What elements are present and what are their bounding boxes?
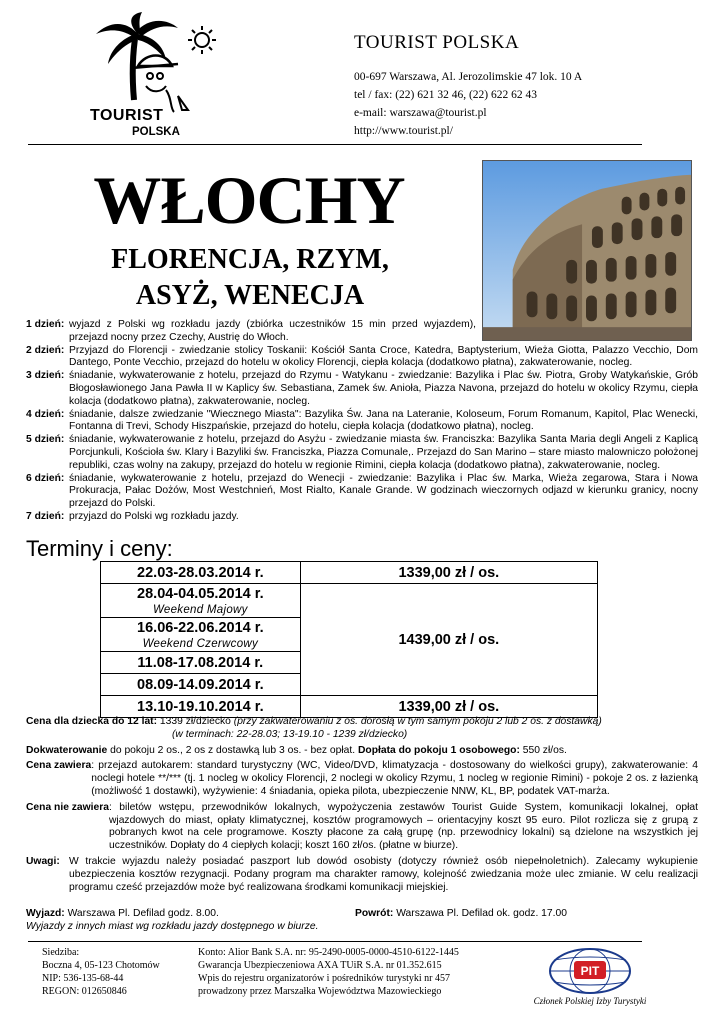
itinerary-day — [26, 370, 698, 408]
price-cell: 1439,00 zł / os. — [300, 584, 597, 696]
child-price: Cena dla dziecka do 12 lat: 1339 zł/dziecko (przy zakwaterowaniu z os. dorosłą w tym samym pokoju 2 lub 2 os. z dostawką) (w terminach: 22-28.03; 13-19.10 - 1239 zł/dziecko) — [26, 716, 602, 740]
day-label: 5 dzień: — [26, 434, 65, 446]
brand-title: TOURIST POLSKA — [354, 32, 520, 53]
day-text: śniadanie, dalsze zwiedzanie "Wiecznego Miasta": Bazylika Św. Jana na Lateranie, Koloseum, Forum Romanum, Kapitol, Plac Wenecki, Fontanna di Trevi, Schody Hiszpańskie, przejazd do hotelu, ciepła kolacja (dodatkowo płatna), nocleg. — [69, 408, 698, 433]
itinerary-day — [26, 473, 698, 511]
footer-divider — [28, 941, 642, 942]
pit-caption: Członek Polskiej Izby Turystyki — [533, 996, 647, 1006]
page-subtitle — [70, 242, 430, 314]
subtitle-line-1: FLORENCJA, RZYM, — [111, 244, 389, 275]
date-cell: 13.10-19.10.2014 r. — [101, 696, 301, 718]
day-text: wyjazd z Polski wg rozkładu jazdy (zbiórka uczestników 15 min przed wyjazdem), przejazd nocny przez Czechy, Austrię do Włoch. — [69, 319, 476, 343]
itinerary-day — [26, 434, 698, 472]
pit-logo-text: PIT — [580, 964, 600, 978]
terms-heading: Terminy i ceny: — [26, 536, 173, 561]
date-cell: 16.06-22.06.2014 r. Weekend Czerwcowy — [101, 618, 301, 652]
tourist-polska-logo — [86, 12, 226, 140]
trip-details — [26, 716, 698, 897]
traveller-figure-icon — [132, 56, 188, 113]
table-row — [101, 584, 598, 618]
day-label: 3 dzień: — [26, 370, 65, 382]
day-label: 4 dzień: — [26, 408, 65, 420]
pit-logo — [540, 946, 640, 996]
day-label: 1 dzień: — [26, 319, 65, 330]
itinerary — [26, 319, 698, 524]
date-cell: 08.09-14.09.2014 r. — [101, 674, 301, 696]
address: 00-697 Warszawa, Al. Jerozolimskie 47 lok. 10 A — [354, 71, 583, 83]
departure-back: Powrót: Warszawa Pl. Defilad ok. godz. 17.00 — [355, 908, 567, 919]
itinerary-day — [26, 409, 698, 435]
phone: tel / fax: (22) 621 32 46, (22) 622 62 43 — [354, 89, 538, 101]
itinerary-day — [26, 319, 698, 345]
notes: Uwagi: W trakcie wyjazdu należy posiadać paszport lub dowód osobisty (dotyczy również osób niepełnoletnich). Zalecamy wykupienie ubezpieczenia kosztów rezygnacji. Podany program ma charakter ramowy, kolejność zwiedzania może ulec zmianie. W celu realizacji programu cześć przejazdów może być realizowana środkami komunikacji miejskiej. — [26, 855, 698, 893]
departure-out: Wyjazd: Warszawa Pl. Defilad godz. 8.00. — [26, 908, 219, 919]
header-divider — [28, 144, 642, 145]
departure-info — [26, 908, 698, 934]
price-cell: 1339,00 zł / os. — [300, 696, 597, 718]
itinerary-day — [26, 345, 698, 371]
day-text: śniadanie, wykwaterowanie z hotelu, przejazd do Asyżu - zwiedzanie miasta św. Franciszka: Bazylika Santa Maria degli Angeli z Kaplicą Porcjunkuli, Kościoła św. Klary i Bazyliki św. Franciszka, Piazza Comunale,. Przejazd do San Marino – stare miasto malowniczo położonej republiki, czas wolny na zakupy, przejazd do hotelu w regionie Rimini, ciepła kolacja (dodatkowo płatna), zakwaterowanie, nocleg. — [69, 434, 698, 471]
other-cities-note: Wyjazdy z innych miast wg rozkładu jazdy dostępnego w biurze. — [26, 920, 319, 932]
date-cell: 22.03-28.03.2014 r. — [101, 562, 301, 584]
table-row — [101, 562, 598, 584]
price-cell: 1339,00 zł / os. — [300, 562, 597, 584]
itinerary-day — [26, 511, 698, 524]
day-label: 2 dzień: — [26, 344, 65, 356]
date-note: Weekend Majowy — [152, 604, 248, 616]
website-link[interactable]: http://www.tourist.pl/ — [354, 125, 453, 137]
price-table — [100, 561, 598, 718]
sun-icon — [188, 26, 216, 54]
company-registration: Siedziba: Boczna 4, 05-123 Chotomów NIP: 536-135-68-44 REGON: 012650846 — [42, 947, 160, 997]
colosseum-photo — [482, 160, 692, 341]
day-label: 7 dzień: — [26, 510, 65, 522]
day-text: śniadanie, wykwaterowanie z hotelu, przejazd do Rzymu - Watykanu - zwiedzanie: Bazylika i Plac św. Piotra, Groby Watykańskie, Grób Błogosławionego Jana Pawła II w Kaplicy św. Sebastiana, Zamek św. Anioła, Piazza Navona, przejazd do hotelu w okolicy Rzymu, ciepła kolacja (dodatkowo płatna), zakwaterowanie, nocleg. — [69, 370, 698, 407]
extra-bed-info: Dokwaterowanie do pokoju 2 os., 2 os z dostawką lub 3 os. - bez opłat. Dopłata do pokoju 1 osobowego: 550 zł/os. — [26, 744, 567, 756]
page-title: WŁOCHY — [93, 162, 405, 238]
day-label: 6 dzień: — [26, 472, 65, 484]
company-legal: Konto: Alior Bank S.A. nr: 95-2490-0005-0000-4510-6122-1445 Gwarancja Ubezpieczeniowa AXA TUiR S.A. nr 01.352.615 Wpis do rejestru organizatorów i pośredników turystyki nr 457 prowadzony przez Marszałka Województwa Mazowieckiego — [198, 947, 459, 997]
date-cell: 11.08-17.08.2014 r. — [101, 652, 301, 674]
price-includes: Cena zawiera : przejazd autokarem: standard turystyczny (WC, Video/DVD, klimatyzacja - dostosowany do wielkości grupy), zakwaterowanie: 4 noclegi hotele **/*** (tj. 1 nocleg w okolicy Florencji, 2 noclegi w okolicy Rzymu, 1 nocleg w regionie Rimini) - pokoje 2 os. z łazienką (możliwość 1 dostawki), wyżywienie: 4 śniadania, opieka pilota, ubezpieczenie NNW, KL, BP, podatek VAT-marża. — [26, 760, 698, 797]
contact-info — [354, 68, 582, 140]
day-text: Przyjazd do Florencji - zwiedzanie stolicy Toskanii: Kościół Santa Croce, Katedra, Baptysterium, Wieża Giotta, Palazzo Vecchio, Dom Dantego, Ponte Vecchio, przejazd do hotelu w okolicy Florencji, ciepła kolacja (dodatkowo płatna), zakwaterowanie, nocleg. — [69, 344, 698, 369]
day-text: śniadanie, wykwaterowanie z hotelu, przejazd do Wenecji - zwiedzanie: Bazylika i Plac św. Marka, Wieża zegarowa, Stara i Nowa Prokuracja, Pałac Dożów, Most Westchnień, Most Rialto, Kanale Grande. W godzinach wieczornych odjazd w kierunku granicy, nocny przejazd do Polski. — [69, 472, 698, 510]
table-row — [101, 696, 598, 718]
price-excludes: Cena nie zawiera : biletów wstępu, przewodników lokalnych, wypożyczenia zestawów Tourist Guide System, komunikacji lokalnej, opłat wjazdowych do miast, opłaty klimatycznej, kosztów programowych – orientacyjny koszt 95 euro. Pilot rozlicza się z grupą z pobranych kwot na cele programowe. Koszty płacone za całą grupę (np. przewodnicy lokalni) są dzielone na wszystkich jej uczestników. Dopłaty do 4 ciepłych kolacji; koszt 160 zł/os. (płatne w biurze). — [26, 801, 698, 852]
day-text: przyjazd do Polski wg rozkładu jazdy. — [69, 510, 239, 522]
date-note: Weekend Czerwcowy — [142, 638, 259, 650]
email[interactable]: e-mail: warszawa@tourist.pl — [354, 107, 487, 119]
date-cell: 28.04-04.05.2014 r. Weekend Majowy — [101, 584, 301, 618]
logo-text-polska: POLSKA — [132, 126, 180, 138]
subtitle-line-2: ASYŻ, WENECJA — [135, 280, 365, 311]
logo-text-tourist: TOURIST — [90, 107, 164, 124]
